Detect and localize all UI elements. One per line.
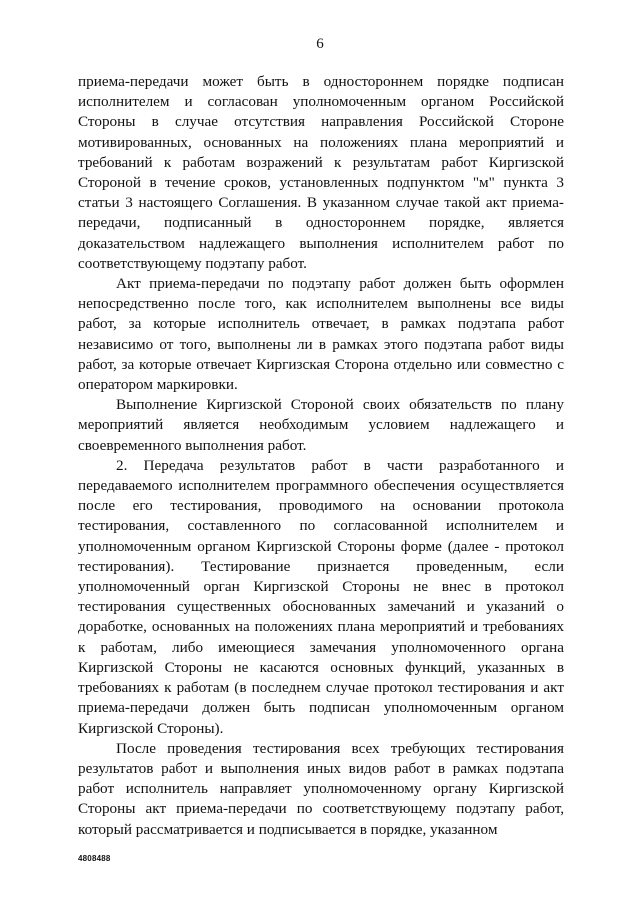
paragraph-obligations: Выполнение Киргизской Стороной своих обязательств по плану мероприятий является необходимым условием надлежащего и своевременного выполнения работ. bbox=[78, 396, 564, 454]
paragraph-continuation: приема-передачи может быть в одностороннем порядке подписан исполнителем и согласован уполномоченным органом Российской Стороны в случае отсутствия направления Российской Стороне мотивированных, основанных на положениях плана мероприятий и требований к работам возражений к результатам работ Киргизской Стороной в течение сроков, установленных подпунктом "м" пункта 3 статьи 3 настоящего Соглашения. В указанном случае такой акт приема-передачи, подписанный в одностороннем порядке, является доказательством надлежащего выполнения исполнителем работ по соответствующему подэтапу работ. bbox=[78, 73, 564, 272]
document-code: 4808488 bbox=[78, 854, 111, 863]
paragraph-after-testing: После проведения тестирования всех требующих тестирования результатов работ и выполнения иных видов работ в рамках подэтапа работ исполнитель направляет уполномоченному органу Киргизской Стороны акт приема-передачи по соответствующему подэтапу работ, который рассматривается и подписывается в порядке, указанном bbox=[78, 739, 564, 838]
page-number: 6 bbox=[316, 36, 324, 52]
document-body bbox=[78, 72, 564, 840]
paragraph-acceptance-act: Акт приема-передачи по подэтапу работ должен быть оформлен непосредственно после того, как исполнителем выполнены все виды работ, за которые исполнитель отвечает, в рамках подэтапа работ независимо от того, выполнены ли в рамках этого подэтапа работ виды работ, за которые отвечает Киргизская Сторона отдельно или совместно с оператором маркировки. bbox=[78, 275, 564, 394]
paragraph-transfer-results: 2. Передача результатов работ в части разработанного и передаваемого исполнителем программного обеспечения осуществляется после его тестирования, проводимого на основании протокола тестирования, составленного по согласованной исполнителем и уполномоченным органом Киргизской Стороны форме (далее - протокол тестирования). Тестирование признается проведенным, если уполномоченный орган Киргизской Стороны не внес в протокол тестирования существенных обоснованных замечаний и указаний о доработке, основанных на положениях плана мероприятий и требованиях к работам, либо имеющиеся замечания уполномоченного органа Киргизской Стороны не касаются основных функций, указанных в требованиях к работам (в последнем случае протокол тестирования и акт приема-передачи должен быть подписан уполномоченным органом Киргизской Стороны). bbox=[78, 456, 564, 737]
